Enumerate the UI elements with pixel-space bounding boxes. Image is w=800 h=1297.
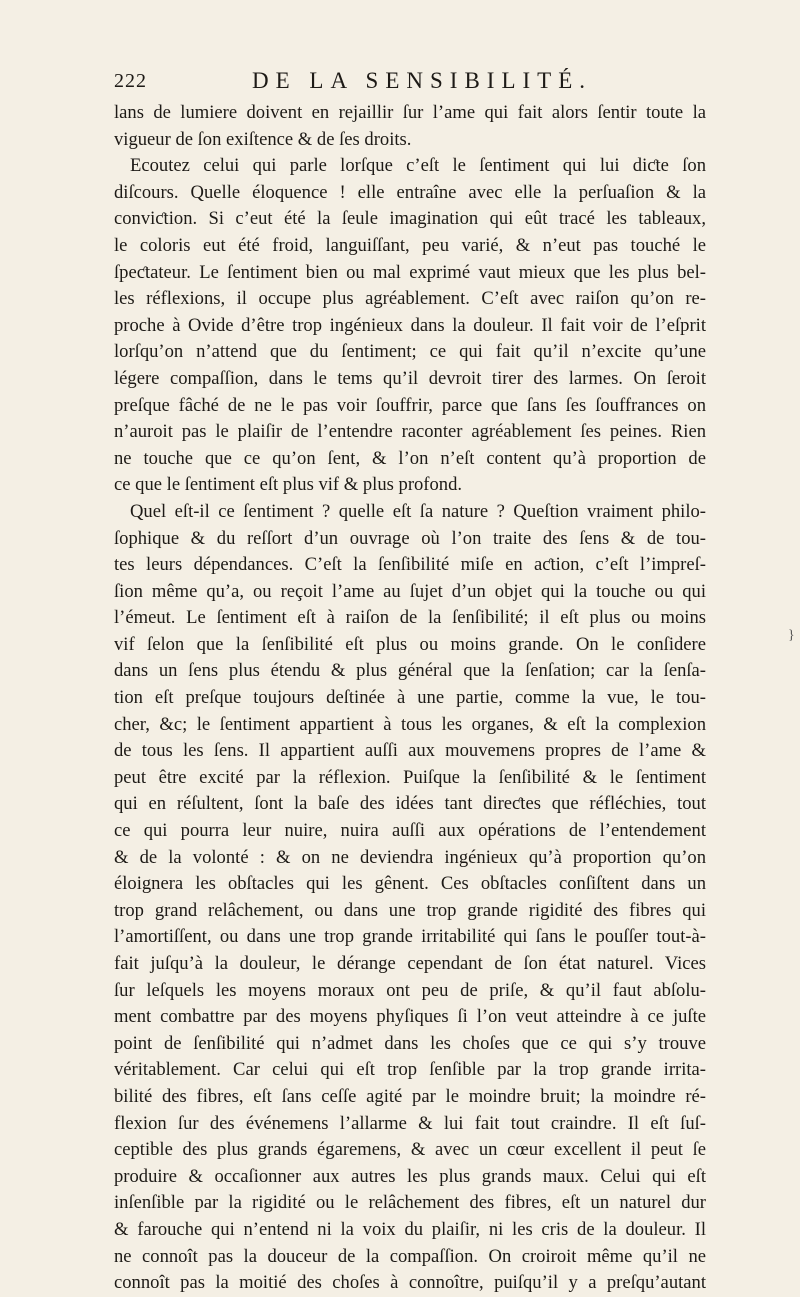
margin-mark: } [788, 628, 795, 643]
text-line: produire & occaſionner aux autres les plus grands maux. Celui qui eſt [114, 1165, 706, 1187]
text-line: vif ſelon que la ſenſibilité eſt plus ou moins grande. On le conſidere [114, 633, 706, 655]
text-line: preſque fâché de ne le pas voir ſouffrir, parce que ſans ſes ſouffrances on [114, 394, 706, 416]
text-line: ceptible des plus grands égaremens, & avec un cœur excellent il peut ſe [114, 1139, 706, 1161]
text-line: vigueur de ſon exiſtence & de ſes droits. [114, 128, 412, 150]
text-line: lorſqu’on n’attend que du ſentiment; ce qui fait qu’il n’excite qu’une [114, 341, 706, 363]
text-line: trop grand relâchement, ou dans une trop grande rigidité des fibres qui [114, 899, 706, 921]
text-line: qui en réſultent, ſont la baſe des idées tant direƈtes que réfléchies, tout [114, 793, 706, 815]
body-text [114, 100, 706, 1297]
text-line: l’émeut. Le ſentiment eſt à raiſon de la ſenſibilité; il eſt plus ou moins [114, 607, 706, 629]
text-line: cher, &c; le ſentiment appartient à tous les organes, & eſt la complexion [114, 713, 706, 735]
text-line: les réflexions, il occupe plus agréablement. C’eſt avec raiſon qu’on re- [114, 288, 706, 310]
text-line: conviƈtion. Si c’eut été la ſeule imagination qui eût tracé les tableaux, [114, 208, 706, 230]
text-line: ſion même qu’a, ou reçoit l’ame au ſujet d’un objet qui la touche ou qui [114, 580, 706, 602]
text-line: Quel eſt-il ce ſentiment ? quelle eſt ſa nature ? Queſtion vraiment philo- [130, 500, 706, 522]
text-line: Ecoutez celui qui parle lorſque c’eſt le ſentiment qui lui diƈte ſon [130, 155, 706, 177]
text-line: ne touche que ce qu’on ſent, & l’on n’eſt content qu’à proportion de [114, 447, 706, 469]
text-line: proche à Ovide d’être trop ingénieux dans la douleur. Il fait voir de l’eſprit [114, 314, 706, 336]
text-line: ſophique & du reſſort d’un ouvrage où l’on traite des ſens & de tou- [114, 527, 706, 549]
text-line: ce que le ſentiment eſt plus vif & plus profond. [114, 474, 463, 496]
text-line: ſur leſquels les moyens moraux ont peu de priſe, & qu’il faut abſolu- [114, 979, 706, 1001]
text-line: véritablement. Car celui qui eſt trop ſenſible par la trop grande irrita- [114, 1059, 706, 1081]
running-title: DE LA SENSIBILITÉ. [252, 68, 593, 93]
text-line: ſpeƈtateur. Le ſentiment bien ou mal exprimé vaut mieux que les plus bel- [114, 261, 706, 283]
text-line: le coloris eut été froid, languiſſant, peu varié, & n’eut pas touché le [114, 234, 706, 256]
text-line: de tous les ſens. Il appartient auſſi aux mouvemens propres de l’ame & [114, 740, 706, 762]
text-line: légere compaſſion, dans le tems qu’il devroit tirer des larmes. On ſeroit [114, 367, 706, 389]
text-line: lans de lumiere doivent en rejaillir ſur l’ame qui fait alors ſentir toute la [114, 102, 706, 123]
text-line: ment combattre par des moyens phyſiques ſi l’on veut atteindre à ce juſte [114, 1006, 706, 1028]
text-line: dans un ſens plus étendu & plus général que la ſenſation; car la ſenſa- [114, 660, 706, 682]
text-line: ce qui pourra leur nuire, nuira auſſi aux opérations de l’entendement [114, 820, 706, 842]
text-line: ne connoît pas la douceur de la compaſſion. On croiroit même qu’il ne [114, 1245, 706, 1267]
text-line: flexion ſur des événemens l’allarme & lui fait tout craindre. Il eſt ſuſ- [114, 1112, 706, 1134]
text-line: éloignera les obſtacles qui les gênent. Ces obſtacles conſiſtent dans un [114, 873, 706, 895]
text-line: tes leurs dépendances. C’eſt la ſenſibilité miſe en aƈtion, c’eſt l’impreſ- [114, 554, 706, 576]
text-line: peut être excité par la réflexion. Puiſque la ſenſibilité & le ſentiment [114, 766, 706, 788]
text-line: & de la volonté : & on ne deviendra ingénieux qu’à proportion qu’on [114, 846, 706, 868]
text-line: l’amortiſſent, ou dans une trop grande irritabilité qui ſans le pouſſer tout-à- [114, 926, 706, 948]
text-line: connoît pas la moitié des choſes à connoître, puiſqu’il y a preſqu’autant [114, 1272, 706, 1294]
text-line: point de ſenſibilité qui n’admet dans les choſes que ce qui s’y trouve [114, 1032, 706, 1054]
text-line: tion eſt preſque toujours deſtinée à une partie, comme la vue, le tou- [114, 687, 706, 709]
text-line: inſenſible par la rigidité ou le relâchement des fibres, eſt un naturel dur [114, 1192, 706, 1214]
page-header [114, 70, 706, 98]
text-line: bilité des fibres, eſt ſans ceſſe agité par le moindre bruit; la moindre ré- [114, 1085, 706, 1107]
text-line: n’auroit pas le plaiſir de l’entendre raconter agréablement ſes peines. Rien [114, 421, 706, 443]
text-line: diſcours. Quelle éloquence ! elle entraîne avec elle la perſuaſion & la [114, 181, 706, 203]
text-line: fait juſqu’à la douleur, le dérange cependant de ſon état naturel. Vices [114, 953, 706, 974]
text-line: & farouche qui n’entend ni la voix du plaiſir, ni les cris de la douleur. Il [114, 1218, 706, 1240]
page-number: 222 [114, 70, 147, 92]
